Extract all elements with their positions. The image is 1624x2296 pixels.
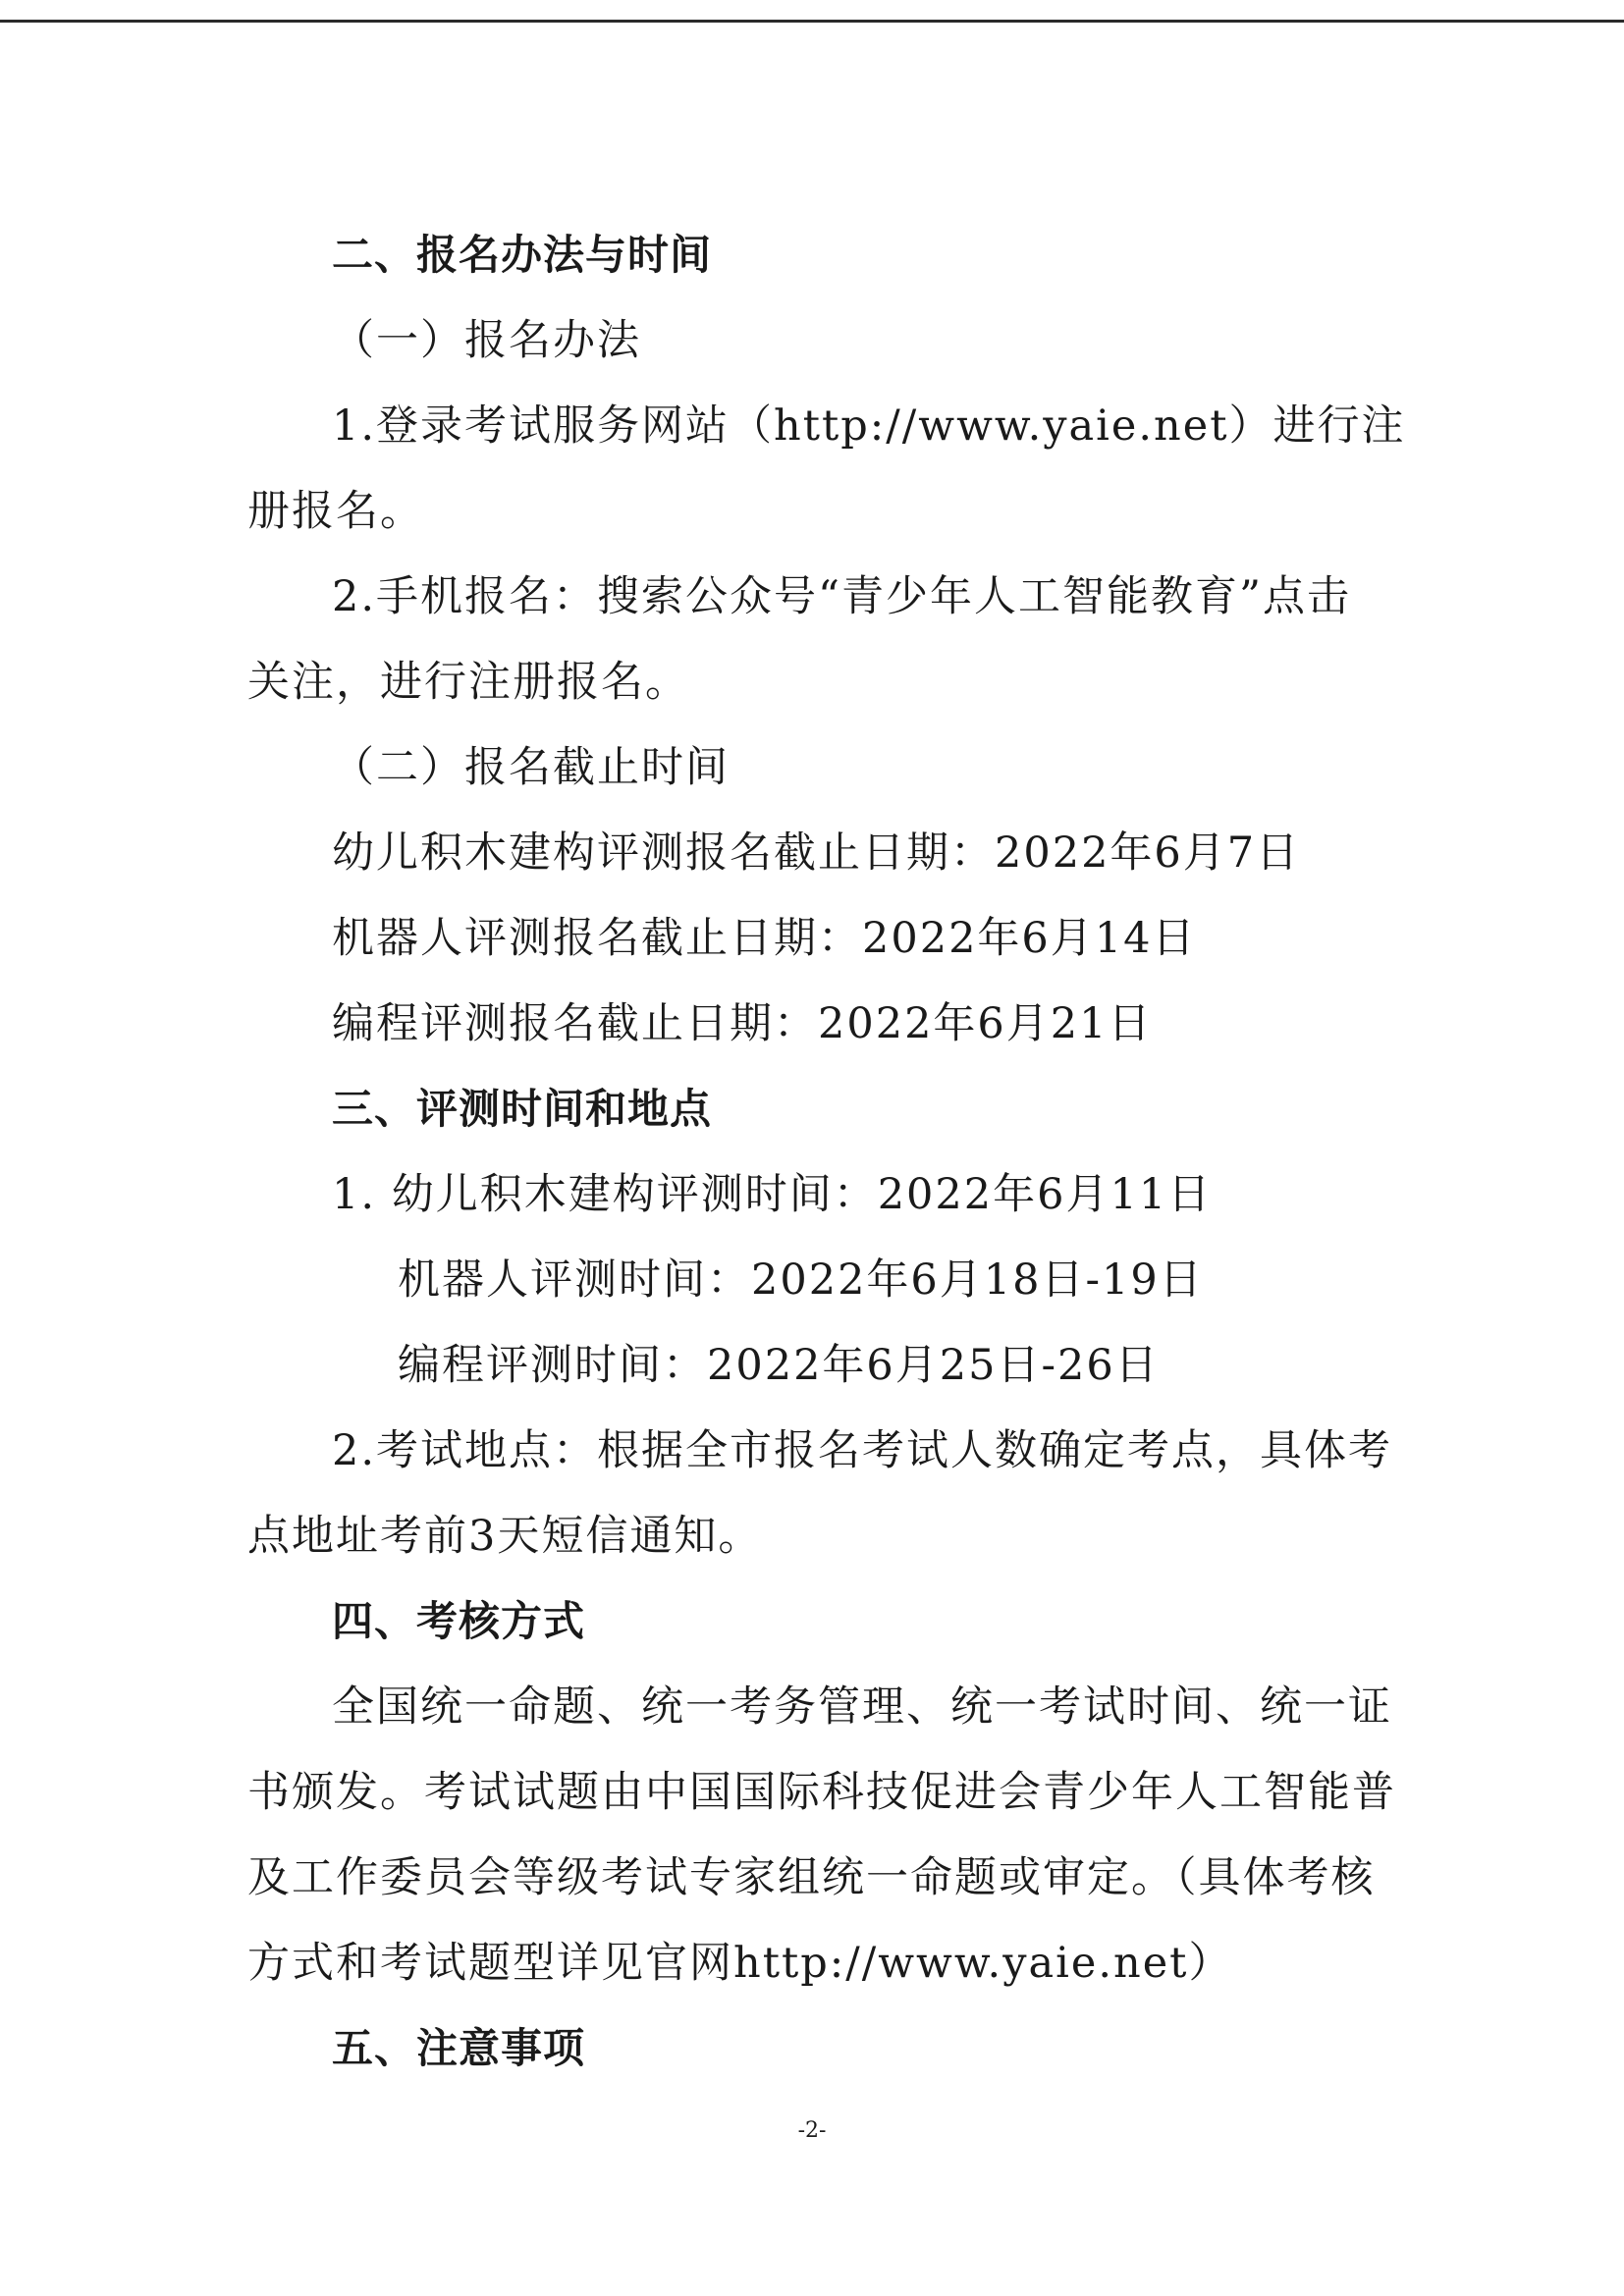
assessment-paragraph-line-4: 方式和考试题型详见官网http://www.yaie.net）	[247, 1939, 1233, 1988]
section-2-2-heading: （二）报名截止时间	[332, 743, 730, 792]
deadline-robot: 机器人评测报名截止日期：2022年6月14日	[332, 914, 1197, 963]
registration-item-1: 1.登录考试服务网站（http://www.yaie.net）进行注	[332, 401, 1406, 451]
top-rule	[0, 20, 1624, 23]
deadline-blocks: 幼儿积木建构评测报名截止日期：2022年6月7日	[332, 828, 1301, 878]
section-2-1-heading: （一）报名办法	[332, 316, 641, 365]
test-location-cont: 点地址考前3天短信通知。	[247, 1512, 763, 1561]
section-3-heading: 三、评测时间和地点	[332, 1085, 713, 1133]
test-time-robot: 机器人评测时间：2022年6月18日-19日	[398, 1255, 1204, 1305]
assessment-paragraph-line-1: 全国统一命题、统一考务管理、统一考试时间、统一证	[332, 1682, 1392, 1732]
assessment-paragraph-line-2: 书颁发。考试试题由中国国际科技促进会青少年人工智能普	[247, 1768, 1396, 1817]
test-time-programming: 编程评测时间：2022年6月25日-26日	[398, 1341, 1160, 1390]
registration-item-2-cont: 关注，进行注册报名。	[247, 658, 689, 707]
page-number: -2-	[797, 2118, 827, 2143]
registration-item-2: 2.手机报名：搜索公众号“青少年人工智能教育”点击	[332, 572, 1351, 621]
section-5-heading: 五、注意事项	[332, 2024, 586, 2072]
registration-item-1-cont: 册报名。	[247, 487, 424, 536]
section-2-heading: 二、报名办法与时间	[332, 231, 713, 279]
test-time-blocks: 1. 幼儿积木建构评测时间：2022年6月11日	[332, 1170, 1213, 1219]
deadline-programming: 编程评测报名截止日期：2022年6月21日	[332, 999, 1153, 1048]
test-location: 2.考试地点：根据全市报名考试人数确定考点，具体考	[332, 1426, 1393, 1475]
assessment-paragraph-line-3: 及工作委员会等级考试专家组统一命题或审定。（具体考核	[247, 1853, 1376, 1902]
section-4-heading: 四、考核方式	[332, 1597, 586, 1645]
